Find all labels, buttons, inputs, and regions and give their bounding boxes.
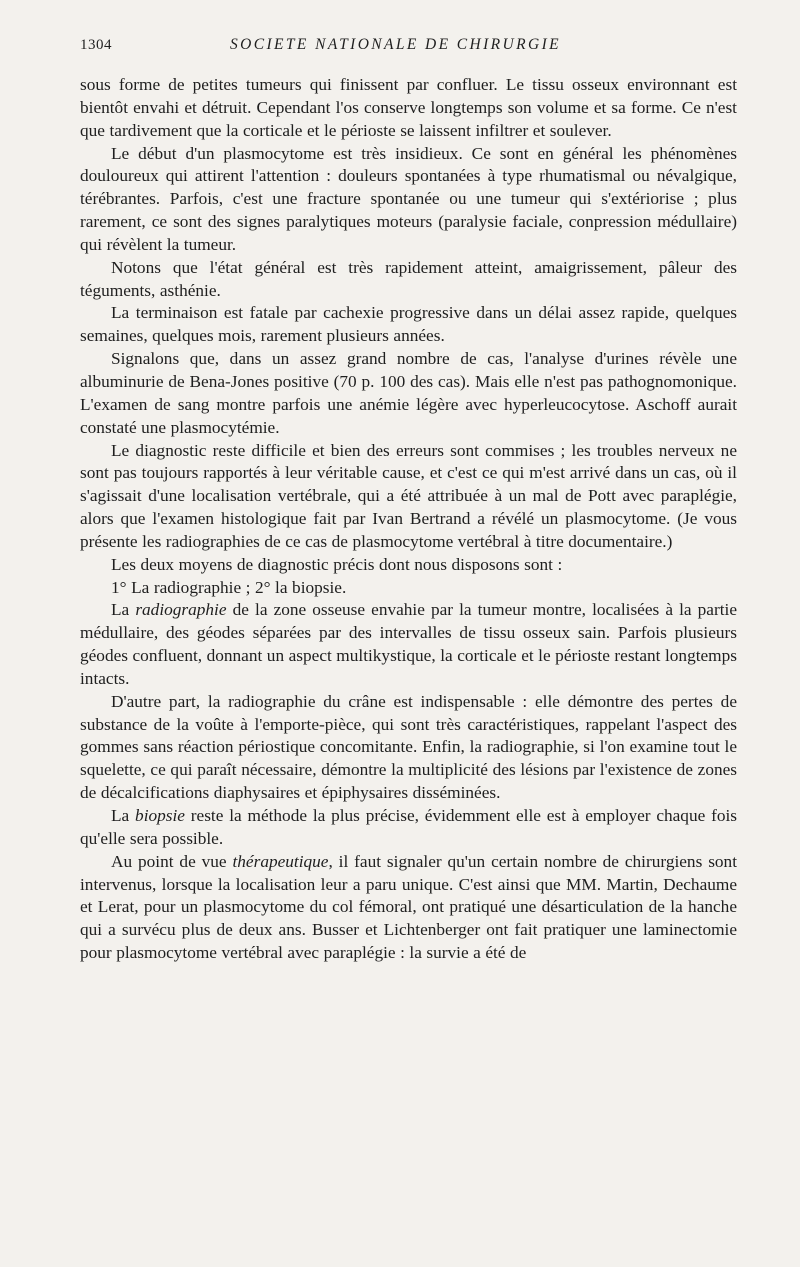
text-run: Notons que l'état général est très rapidement atteint, amaigrissement, pâleur des téguments, asthénie. xyxy=(80,257,737,300)
paragraph xyxy=(80,599,737,690)
paragraph xyxy=(80,257,737,303)
text-run: La xyxy=(111,600,136,620)
italic-term: thérapeutique xyxy=(232,851,329,871)
text-run: La xyxy=(111,806,136,825)
text-run: 1° La radiographie ; 2° la biopsie. xyxy=(111,577,347,597)
text-run: Le diagnostic reste difficile et bien des erreurs sont commises ; les troubles nerveux ne sont pas toujours rapportés à leur véritable cause, et c'est ce qui m'est arrivé dans un cas, où il s'agissait d'une localisation vertébrale, qui a été attribuée à un mal de Pott avec paraplégie, alors que l'examen histologique fait par Ivan Bertrand a révélé un plasmocytome. (Je vous présente les radiographies de ce cas de plasmocytome vertébral à titre documentaire.) xyxy=(80,440,737,551)
text-run: de la zone osseuse envahie par la tumeur montre, localisées à la partie médullaire, des géodes séparées par des intervalles de tissu osseux sain. Parfois plusieurs géodes confluent, donnant un aspect multikystique, la corticale et le périoste restant longtemps intacts. xyxy=(80,600,737,688)
text-run: Signalons que, dans un assez grand nombre de cas, l'analyse d'urines révèle une albuminurie de Bena-Jones positive (70 p. 100 des cas). Mais elle n'est pas pathognomonique. L'examen de sang montre parfois une anémie légère avec hyperleucocytose. Aschoff aurait constaté une plasmocytémie. xyxy=(80,349,737,437)
paragraph xyxy=(80,440,737,554)
paragraph xyxy=(80,348,737,439)
text-run: sous forme de petites tumeurs qui finissent par confluer. Le tissu osseux environnant est bientôt envahi et détruit. Cependant l'os conserve longtemps son volume et sa forme. Ce n'est que tardivement que la corticale et le périoste se laissent infiltrer et soulever. xyxy=(80,75,737,140)
paragraph xyxy=(80,691,737,805)
paragraph xyxy=(80,805,737,851)
book-page xyxy=(80,36,737,965)
paragraph xyxy=(80,851,737,965)
text-run: reste la méthode la plus précise, évidemment elle est à employer chaque fois qu'elle sera possible. xyxy=(80,806,737,848)
page-number: 1304 xyxy=(80,37,112,53)
body-text xyxy=(80,74,737,965)
paragraph xyxy=(80,302,737,348)
running-title: SOCIETE NATIONALE DE CHIRURGIE xyxy=(230,36,562,53)
text-run: , il faut signaler qu'un certain nombre de chirurgiens sont intervenus, lorsque la localisation leur a paru unique. C'est ainsi que MM. Martin, Dechaume et Lerat, pour un plasmocytome du col fémoral, ont pratiqué une désarticulation de la hanche qui a survécu plus de deux ans. Busser et Lichtenberger ont fait pratiquer une laminectomie pour plasmocytome vertébral avec paraplégie : la survie a été de xyxy=(80,851,737,963)
text-run: Les deux moyens de diagnostic précis dont nous disposons sont : xyxy=(111,554,563,574)
text-run: D'autre part, la radiographie du crâne est indispensable : elle démontre des pertes de substance de la voûte à l'emporte-pièce, qui sont très caractéristiques, rappelant l'aspect des gommes sans réaction périostique concomitante. Enfin, la radiographie, si l'on examine tout le squelette, ce qui paraît nécessaire, démontre la multiplicité des lésions par l'existence de zones de décalcifications diaphysaires et épiphysaires disséminées. xyxy=(80,691,737,803)
italic-term: radiographie xyxy=(135,600,227,620)
paragraph xyxy=(80,577,737,600)
paragraph xyxy=(80,74,737,143)
text-run: Au point de vue xyxy=(111,851,233,871)
text-run: La terminaison est fatale par cachexie progressive dans un délai assez rapide, quelques semaines, quelques mois, rarement plusieurs années. xyxy=(80,303,737,346)
page-header xyxy=(80,36,737,60)
italic-term: biopsie xyxy=(135,806,185,825)
text-run: Le début d'un plasmocytome est très insidieux. Ce sont en général les phénomènes douloureux qui attirent l'attention : douleurs spontanées à type rhumatismal ou névalgique, térébrantes. Parfois, c'est une fracture spontanée ou une tumeur qui s'extériorise ; plus rarement, ce sont des signes paralytiques moteurs (paralysie faciale, conpression médullaire) qui révèlent la tumeur. xyxy=(80,143,737,254)
paragraph xyxy=(80,143,737,257)
paragraph xyxy=(80,554,737,577)
